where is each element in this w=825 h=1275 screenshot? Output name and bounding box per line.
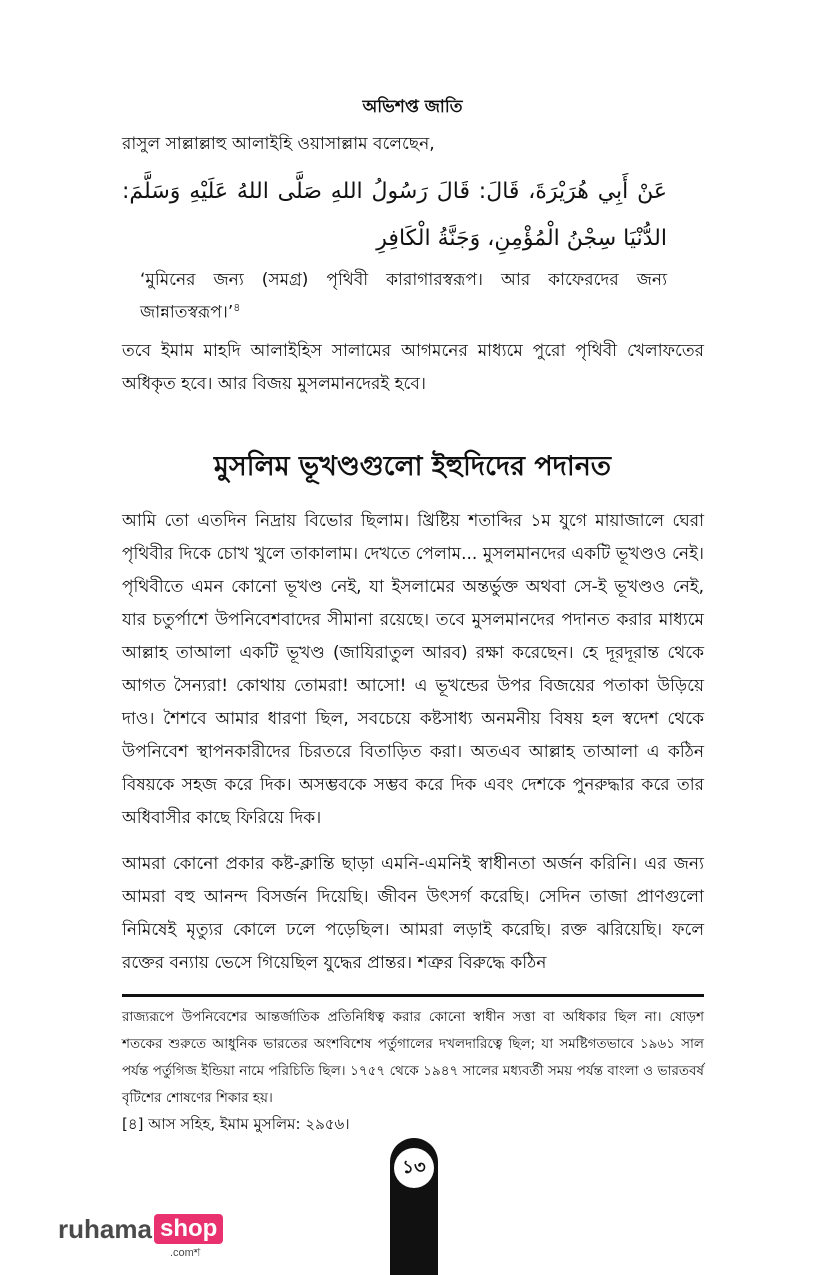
footnote-ref[interactable]: ৪ bbox=[233, 301, 241, 314]
logo-badge: shop bbox=[154, 1214, 223, 1244]
body-paragraph-2: আমরা কোনো প্রকার কষ্ট-ক্লান্তি ছাড়া এমনি-এমনিই স্বাধীনতা অর্জন করিনি। এর জন্য আমরা বহু আনন্দ বিসর্জন দিয়েছি। জীবন উৎসর্গ করেছি। সেদিন তাজা প্রাণগুলো নিমিষেই মৃত্যুর কোলে ঢলে পড়েছিল। আমরা লড়াই করেছি। রক্ত ঝরিয়েছি। ফলে রক্তের বন্যায় ভেসে গিয়েছিল যুদ্ধের প্রান্তর। শত্রুর বিরুদ্ধে কঠিন bbox=[122, 854, 704, 973]
footnote-4: [৪] আস সহিহ, ইমাম মুসলিম: ২৯৫৬। bbox=[122, 1115, 350, 1133]
after-quote-paragraph: তবে ইমাম মাহদি আলাইহিস সালামের আগমনের মাধ্যমে পুরো পৃথিবী খেলাফতের অধিকৃত হবে। আর বিজয় মুসলমানদেরই হবে। bbox=[122, 341, 704, 394]
page-number: ১৩ bbox=[394, 1148, 434, 1188]
body-paragraph-1: আমি তো এতদিন নিদ্রায় বিভোর ছিলাম। খ্রিষ্টিয় শতাব্দির ১ম যুগে মায়াজালে ঘেরা পৃথিবীর দিকে চোখ খুলে তাকালাম। দেখতে পেলাম... মুসলমানদের একটি ভূখণ্ডও নেই। পৃথিবীতে এমন কোনো ভূখণ্ড নেই, যা ইসলামের অন্তর্ভুক্ত অথবা সে-ই ভূখণ্ডও নেই, যার চতুর্পাশে উপনিবেশবাদের সীমানা রয়েছে। তবে মুসলমানদের পদানত করার মাধ্যমে আল্লাহ তাআলা একটি ভূখণ্ড (জাযিরাতুল আরব) রক্ষা করেছেন। হে দূরদূরান্ত থেকে আগত সৈন্যরা! কোথায় তোমরা! আসো! এ ভূখন্ডের উপর বিজয়ের পতাকা উড়িয়ে দাও। শৈশবে আমার ধারণা ছিল, সবচেয়ে কষ্টসাধ্য অনমনীয় বিষয় হল স্বদেশ থেকে উপনিবেশ স্থাপনকারীদের চিরতরে বিতাড়িত করা। অতএব আল্লাহ তাআলা এ কঠিন বিষয়কে সহজ করে দিক। অসম্ভবকে সম্ভব করে দিক এবং দেশকে পুনরুদ্ধার করে তার অধিবাসীর কাছে ফিরিয়ে দিক। bbox=[122, 511, 704, 828]
section-heading: মুসলিম ভূখণ্ডগুলো ইহুদিদের পদানত bbox=[213, 451, 612, 482]
arabic-hadith: عَنْ أَبِي هُرَيْرَةَ، قَالَ: قَالَ رَسُولُ اللهِ صَلَّى اللهُ عَلَيْهِ وَسَلَّمَ: الدُّنْيَا سِجْنُ الْمُؤْمِنِ، وَجَنَّةُ الْكَافِرِ bbox=[122, 179, 667, 251]
logo-word: ruhama bbox=[58, 1214, 152, 1244]
logo-domain: .comশ bbox=[170, 1247, 201, 1259]
translation-quote bbox=[140, 266, 667, 327]
footnote-continuation: রাজ্যরূপে উপনিবেশের আন্তর্জাতিক প্রতিনিধিত্ব করার কোনো স্বাধীন সত্তা বা অধিকার ছিল না। ষোড়শ শতকের শুরুতে আধুনিক ভারতের অংশবিশেষ পর্তুগালের দখলদারিত্বে ছিল; যা সমষ্টিগতভাবে ১৯৬১ সাল পর্যন্ত পর্তুগিজ ইন্ডিয়া নামে পরিচিতি ছিল। ১৭৫৭ থেকে ১৯৪৭ সালের মধ্যবর্তী সময় পর্যন্ত বাংলা ও ভারতবর্ষ বৃটিশের শোষণের শিকার হয়। bbox=[122, 1009, 704, 1106]
running-head: অভিশপ্ত জাতি bbox=[362, 97, 463, 117]
footnote-divider bbox=[122, 994, 704, 997]
quote-text: ‘মুমিনের জন্য (সমগ্র) পৃথিবী কারাগারস্বরূপ। আর কাফেরদের জন্য জান্নাতস্বরূপ।’ bbox=[140, 270, 667, 323]
intro-line: রাসুল সাল্লাল্লাহু আলাইহি ওয়াসাল্লাম বলেছেন, bbox=[122, 134, 435, 154]
